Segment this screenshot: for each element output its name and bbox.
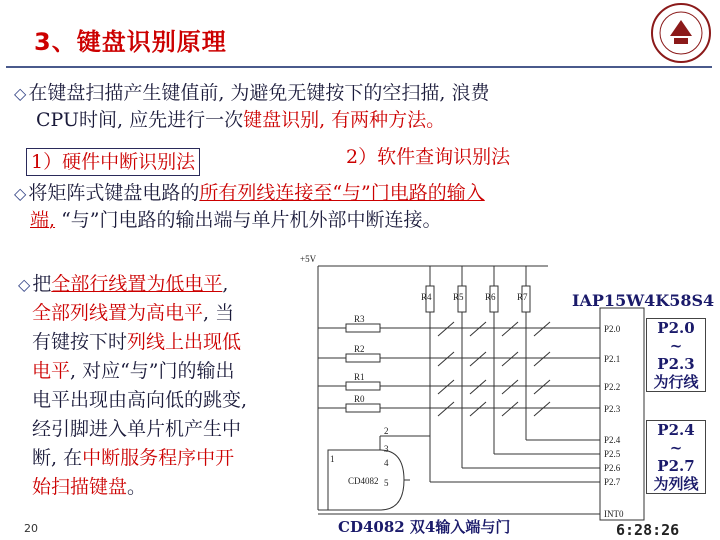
resistor-r2: [346, 354, 380, 362]
circuit-caption: CD4082 双4输入端与门: [338, 518, 511, 536]
method-2-label: 2）软件查询识别法: [346, 146, 511, 168]
p3-o: 。: [127, 476, 147, 498]
intro-paragraph: [14, 80, 489, 134]
mcu-chip-label: IAP15W4K58S4: [572, 291, 715, 310]
p3-e: , 当: [203, 302, 235, 324]
pin-p21: P2.1: [604, 354, 621, 364]
diamond-bullet-icon: ◇: [18, 275, 31, 294]
p3-m: 中断服务程序中开: [82, 447, 235, 469]
pin-p23: P2.3: [604, 404, 621, 414]
r1-label: R1: [354, 372, 365, 382]
gate-label: CD4082: [348, 476, 379, 486]
p3-i: , 对应“与”门的输出: [70, 360, 235, 382]
p3-d: 全部列线置为高电平: [32, 302, 204, 324]
intro-line-2-highlight: 键盘识别, 有两种方法。: [243, 109, 446, 131]
row-note-range: ~: [669, 337, 683, 355]
diamond-bullet-icon: ◇: [14, 184, 27, 203]
university-seal-logo: [650, 2, 712, 64]
col-note-bottom: P2.7: [657, 457, 695, 475]
pin-p22: P2.2: [604, 382, 621, 392]
title-divider: [6, 66, 712, 68]
point-2-paragraph: [14, 180, 714, 234]
pin-p20: P2.0: [604, 324, 621, 334]
row-note-top: P2.0: [657, 319, 695, 337]
p3-c: ,: [222, 273, 229, 295]
row-note-bottom: P2.3: [657, 355, 695, 373]
pin-p26: P2.6: [604, 463, 621, 473]
resistor-r3: [346, 324, 380, 332]
col-note-range: ~: [669, 439, 683, 457]
row-pins-note: [646, 318, 706, 392]
point-2-highlight: 所有列线连接至“与”门电路的输入: [199, 182, 485, 204]
p3-j: 电平出现由高向低的跳变,: [32, 389, 248, 411]
gate-in-5: 5: [384, 478, 389, 488]
r3-label: R3: [354, 314, 365, 324]
col-note-top: P2.4: [657, 421, 695, 439]
pin-int0: INT0: [604, 509, 624, 519]
p3-b: 全部行线置为低电平: [51, 273, 223, 295]
point-2-text-a: 将矩阵式键盘电路的: [28, 182, 200, 204]
p3-a: 把: [32, 273, 52, 295]
clock-readout: 6:28:26: [616, 521, 680, 539]
col-pins-note: [646, 420, 706, 494]
intro-line-2: CPU时间, 应先进行一次: [36, 109, 244, 131]
r4-label: R4: [421, 292, 432, 302]
col-note-label: 为列线: [653, 475, 699, 493]
pin-p24: P2.4: [604, 435, 621, 445]
gate-out-1: 1: [330, 454, 335, 464]
gate-in-3: 3: [384, 444, 389, 454]
r5-label: R5: [453, 292, 464, 302]
point-2-text-d: “与”门电路的输出端与单片机外部中断连接。: [55, 209, 442, 231]
p3-n: 始扫描键盘: [32, 476, 128, 498]
r7-label: R7: [517, 292, 528, 302]
resistor-r1: [346, 382, 380, 390]
r2-label: R2: [354, 344, 365, 354]
gate-in-4: 4: [384, 458, 389, 468]
method-1-box: 1）硬件中断识别法: [26, 148, 200, 176]
page-number: 20: [24, 522, 38, 535]
mcu-chip-outline: [600, 308, 644, 520]
diamond-bullet-icon: ◇: [14, 84, 27, 103]
p3-l: 断, 在: [32, 447, 83, 469]
resistor-r0: [346, 404, 380, 412]
gate-in-2: 2: [384, 426, 389, 436]
p3-k: 经引脚进入单片机产生中: [32, 418, 242, 440]
r0-label: R0: [354, 394, 365, 404]
vcc-label: +5V: [300, 254, 317, 264]
intro-line-1: 在键盘扫描产生键值前, 为避免无键按下的空扫描, 浪费: [28, 82, 490, 104]
slide-title: 3、键盘识别原理: [34, 28, 227, 56]
pin-p25: P2.5: [604, 449, 621, 459]
point-2-highlight-end: 端,: [30, 209, 56, 231]
row-note-label: 为行线: [653, 373, 699, 391]
r6-label: R6: [485, 292, 496, 302]
pin-p27: P2.7: [604, 477, 621, 487]
p3-h: 电平: [32, 360, 71, 382]
p3-f: 有键按下时: [32, 331, 128, 353]
p3-g: 列线上出现低: [127, 331, 242, 353]
point-3-paragraph: [18, 270, 318, 502]
